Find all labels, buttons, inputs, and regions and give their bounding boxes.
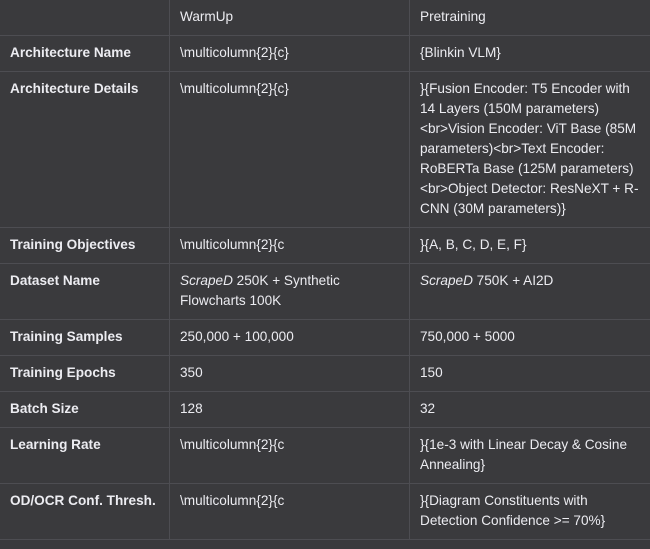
- row-label: Batch Size: [0, 392, 170, 428]
- table-row: [0, 356, 650, 392]
- warmup-cell: \multicolumn{2}{c}: [170, 72, 410, 228]
- row-label: Architecture Name: [0, 36, 170, 72]
- table-row: [0, 484, 650, 540]
- dataset-name-italic: ScrapeD: [180, 273, 233, 288]
- row-label: Training Objectives: [0, 228, 170, 264]
- pretraining-cell: 750,000 + 5000: [410, 320, 650, 356]
- pretraining-cell: }{Diagram Constituents with Detection Confidence >= 70%}: [410, 484, 650, 540]
- warmup-cell: \multicolumn{2}{c: [170, 228, 410, 264]
- pretraining-cell: }{A, B, C, D, E, F}: [410, 228, 650, 264]
- pretraining-cell: 150: [410, 356, 650, 392]
- warmup-cell: [170, 264, 410, 320]
- pretraining-cell: 32: [410, 392, 650, 428]
- pretraining-cell: {Blinkin VLM}: [410, 36, 650, 72]
- table-row: [0, 428, 650, 484]
- table-row: [0, 72, 650, 228]
- table-row: [0, 392, 650, 428]
- warmup-cell: \multicolumn{2}{c: [170, 484, 410, 540]
- row-label: OD/OCR Conf. Thresh.: [0, 484, 170, 540]
- row-label: Training Samples: [0, 320, 170, 356]
- warmup-cell: \multicolumn{2}{c: [170, 428, 410, 484]
- pretraining-cell: }{Fusion Encoder: T5 Encoder with 14 Layers (150M parameters)<br>Vision Encoder: ViT Base (85M parameters)<br>Text Encoder: RoBERTa Base (125M parameters)<br>Object Detector: ResNeXT + R-CNN (30M parameters)}: [410, 72, 650, 228]
- table-row: [0, 320, 650, 356]
- table-row: [0, 264, 650, 320]
- warmup-cell: 128: [170, 392, 410, 428]
- pretraining-cell: }{1e-3 with Linear Decay & Cosine Annealing}: [410, 428, 650, 484]
- dataset-desc: 750K + AI2D: [472, 273, 554, 288]
- pretraining-cell: [410, 264, 650, 320]
- header-warmup: WarmUp: [170, 0, 410, 36]
- row-label: Architecture Details: [0, 72, 170, 228]
- header-empty: [0, 0, 170, 36]
- warmup-cell: 250,000 + 100,000: [170, 320, 410, 356]
- warmup-cell: \multicolumn{2}{c}: [170, 36, 410, 72]
- row-label: Learning Rate: [0, 428, 170, 484]
- warmup-cell: 350: [170, 356, 410, 392]
- row-label: Dataset Name: [0, 264, 170, 320]
- header-pretraining: Pretraining: [410, 0, 650, 36]
- table-row: [0, 228, 650, 264]
- table-header-row: [0, 0, 650, 36]
- row-label: Training Epochs: [0, 356, 170, 392]
- dataset-name-italic: ScrapeD: [420, 273, 473, 288]
- table-row: [0, 36, 650, 72]
- dataset-desc: 250K + Synthetic Flowcharts 100K: [180, 273, 340, 308]
